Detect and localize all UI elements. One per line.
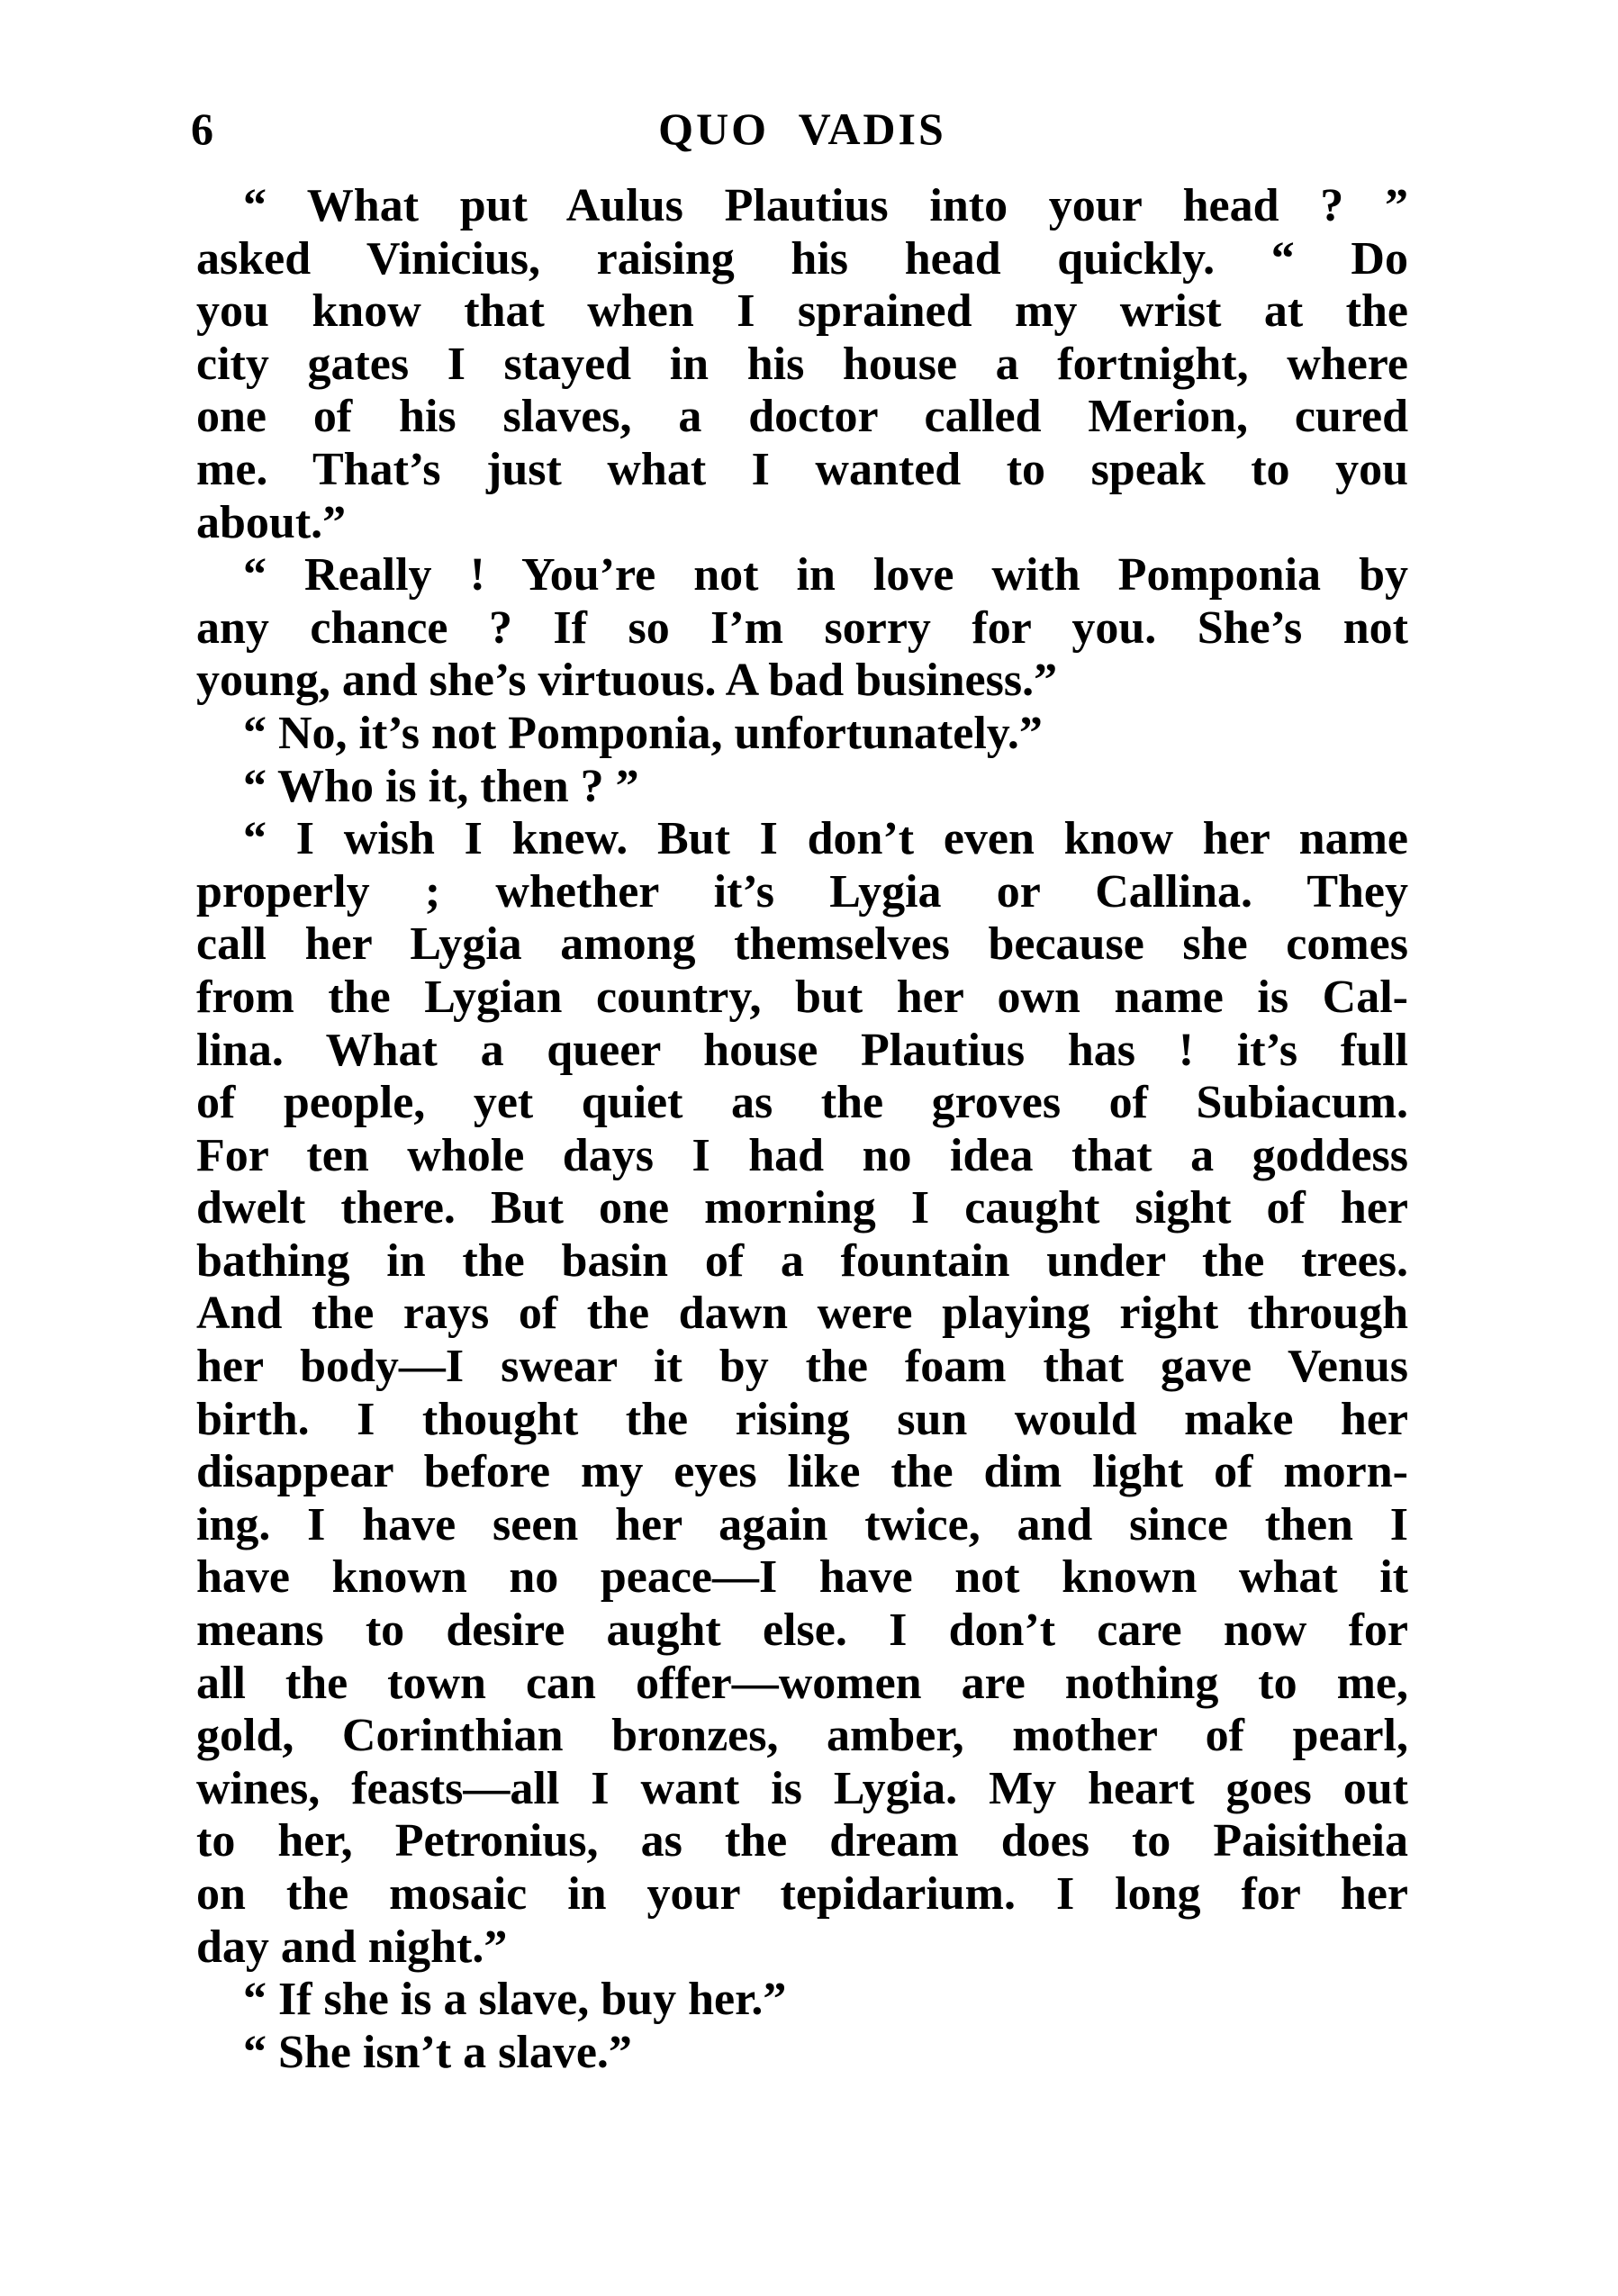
page-number: 6: [191, 104, 213, 154]
text-line: birth. I thought the rising sun would make her: [196, 1393, 1408, 1445]
text-line: wines, feasts—all I want is Lygia. My heart goes out: [196, 1762, 1408, 1814]
text-line: young, and she’s virtuous. A bad business.”: [196, 655, 1058, 707]
text-line: you know that when I sprained my wrist at the: [196, 285, 1408, 338]
text-line: me. That’s just what I wanted to speak to you: [196, 443, 1408, 495]
text-line: to her, Petronius, as the dream does to Paisitheia: [196, 1815, 1408, 1867]
text-line: ing. I have seen her again twice, and since then I: [196, 1498, 1408, 1550]
text-line: city gates I stayed in his house a fortnight, where: [196, 338, 1408, 390]
running-title: QUO VADIS: [658, 104, 946, 154]
text-line: disappear before my eyes like the dim light of morn-: [196, 1446, 1408, 1498]
text-line: “ Who is it, then ? ”: [243, 760, 639, 812]
text-line: from the Lygian country, but her own name is Cal-: [196, 971, 1408, 1023]
text-line: For ten whole days I had no idea that a goddess: [196, 1129, 1408, 1181]
text-line: “ If she is a slave, buy her.”: [243, 1974, 787, 2026]
text-line: one of his slaves, a doctor called Merion, cured: [196, 391, 1408, 443]
text-line: means to desire aught else. I don’t care now for: [196, 1604, 1408, 1657]
text-line: on the mosaic in your tepidarium. I long for her: [196, 1868, 1408, 1920]
text-line: properly ; whether it’s Lygia or Callina. They: [196, 865, 1408, 917]
text-line: call her Lygia among themselves because she comes: [196, 918, 1408, 971]
text-line: “ No, it’s not Pomponia, unfortunately.”: [243, 707, 1043, 759]
text-line: of people, yet quiet as the groves of Subiacum.: [196, 1077, 1408, 1129]
text-line: dwelt there. But one morning I caught sight of her: [196, 1182, 1408, 1234]
text-line: gold, Corinthian bronzes, amber, mother of pearl,: [196, 1710, 1408, 1762]
text-line: “ She isn’t a slave.”: [243, 2026, 632, 2078]
text-line: “ I wish I knew. But I don’t even know her name: [243, 813, 1408, 865]
text-line: all the town can offer—women are nothing to me,: [196, 1657, 1408, 1709]
text-line: bathing in the basin of a fountain under the trees.: [196, 1234, 1408, 1287]
text-line: day and night.”: [196, 1921, 508, 1973]
text-line: asked Vinicius, raising his head quickly. “ Do: [196, 232, 1408, 285]
text-line: any chance ? If so I’m sorry for you. She’s not: [196, 601, 1408, 654]
text-line: about.”: [196, 496, 347, 548]
text-line: lina. What a queer house Plautius has ! it’s full: [196, 1024, 1408, 1076]
text-line: And the rays of the dawn were playing right through: [196, 1288, 1408, 1340]
text-line: “ Really ! You’re not in love with Pomponia by: [243, 549, 1408, 601]
page-text: [196, 180, 1408, 2079]
text-line: her body—I swear it by the foam that gave Venus: [196, 1341, 1408, 1393]
page-header: [191, 103, 1408, 158]
text-line: have known no peace—I have not known what it: [196, 1551, 1408, 1604]
text-line: “ What put Aulus Plautius into your head ? ”: [243, 180, 1408, 231]
